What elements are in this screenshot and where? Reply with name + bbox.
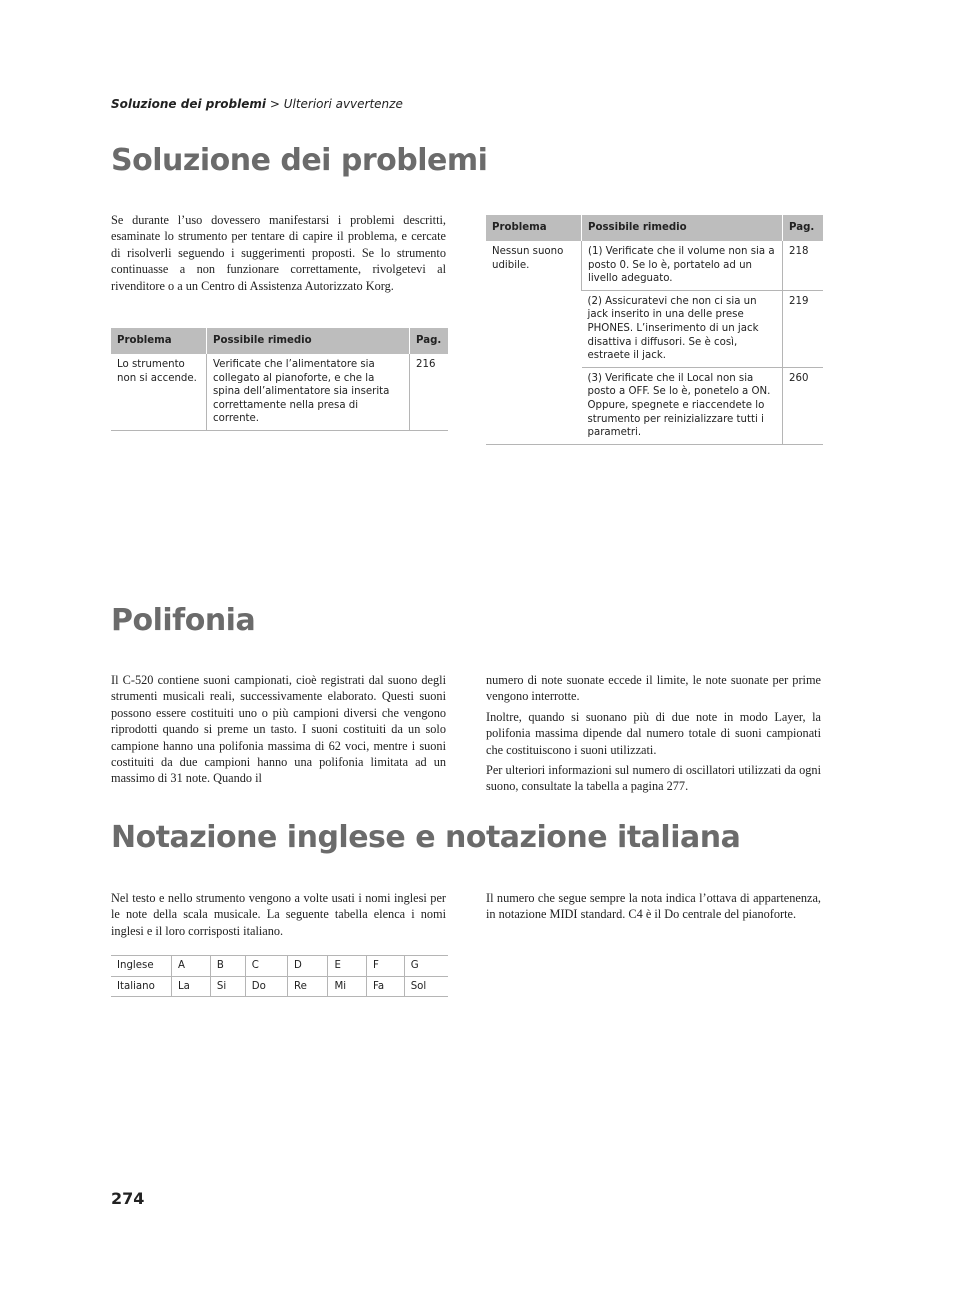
- cell-label: Inglese: [111, 956, 172, 977]
- cell-page: 219: [783, 290, 824, 367]
- polyphony-paragraph-4: Per ulteriori informazioni sul numero di oscillatori utilizzati da ogni suono, consultate la tabella a pagina 277.: [486, 763, 821, 794]
- breadcrumb-subsection[interactable]: Ulteriori avvertenze: [283, 97, 403, 111]
- section-title-troubleshooting: Soluzione dei problemi: [111, 143, 488, 178]
- notation-paragraph-1: Nel testo e nello strumento vengono a volte usati i nomi inglesi per le note della scala musicale. La seguente tabella elenca i nomi inglesi e il loro corrisposti italiano.: [111, 891, 446, 938]
- cell-note: Mi: [328, 976, 366, 997]
- cell-remedy: (3) Verificate che il Local non sia posto a OFF. Se lo è, ponetelo a ON. Oppure, spegnete e riaccendete lo strumento per reinizializzare tutti i parametri.: [582, 367, 783, 444]
- cell-note: E: [328, 956, 366, 977]
- table-header-row: [111, 328, 448, 354]
- cell-note: Fa: [366, 976, 404, 997]
- cell-note: D: [288, 956, 328, 977]
- cell-page: 260: [783, 367, 824, 444]
- cell-note: G: [404, 956, 448, 977]
- table-header-row: [486, 215, 823, 241]
- cell-note: B: [210, 956, 245, 977]
- breadcrumb: [111, 97, 403, 111]
- notes-table: [111, 955, 448, 997]
- header-remedy: Possibile rimedio: [207, 328, 410, 354]
- notation-column-1: [111, 890, 446, 943]
- table-row: [486, 241, 823, 290]
- cell-note: A: [172, 956, 211, 977]
- breadcrumb-section[interactable]: Soluzione dei problemi: [111, 97, 266, 111]
- polyphony-column-2: [486, 672, 821, 799]
- cell-note: Si: [210, 976, 245, 997]
- notation-column-2: [486, 890, 821, 927]
- cell-note: Sol: [404, 976, 448, 997]
- cell-problem: Lo strumento non si accende.: [111, 354, 207, 430]
- breadcrumb-separator: >: [269, 97, 280, 111]
- header-problem: Problema: [486, 215, 582, 241]
- troubleshooting-table-2: [486, 215, 823, 445]
- cell-note: Re: [288, 976, 328, 997]
- cell-page: 216: [410, 354, 449, 430]
- cell-page: 218: [783, 241, 824, 290]
- table-row: [111, 976, 448, 997]
- cell-remedy: (2) Assicuratevi che non ci sia un jack inserito in una delle prese PHONES. L’inserimento di un jack disattiva i diffusori. Se è così, estraete il jack.: [582, 290, 783, 367]
- cell-note: Do: [245, 976, 287, 997]
- notation-paragraph-2: Il numero che segue sempre la nota indica l’ottava di appartenenza, in notazione MIDI standard. C4 è il Do centrale del pianoforte.: [486, 891, 821, 922]
- cell-note: La: [172, 976, 211, 997]
- polyphony-paragraph-3: Inoltre, quando si suonano più di due note in modo Layer, la polifonia massima dipende dal numero totale di suoni campionati che costituiscono i suoni utilizzati.: [486, 709, 821, 757]
- polyphony-paragraph-1: Il C-520 contiene suoni campionati, cioè registrati dal suono degli strumenti musicali reali, successivamente elaborato. Questi suoni possono essere costituiti uno o più campioni diversi che vengono riprodotti quando si preme un tasto. I suoni costituiti da un solo campione hanno una polifonia massima di 62 voci, mentre i suoni costituiti da due campioni hanno una polifonia limitata ad un massimo di 31 note. Quando il: [111, 673, 446, 786]
- troubleshooting-table-1: [111, 328, 448, 431]
- page-number: 274: [111, 1189, 145, 1208]
- polyphony-column-1: [111, 672, 446, 791]
- cell-problem: Nessun suono udibile.: [486, 241, 582, 444]
- table-row: [111, 354, 448, 430]
- intro-paragraph: Se durante l’uso dovessero manifestarsi i problemi descritti, esaminate lo strumento per tentare di capire il problema, e cercate di risolverli seguendo i suggerimenti proposti. Se lo strumento continuasse a non funzionare correttamente, rivolgetevi al rivenditore o a un Centro di Assistenza Autorizzato Korg.: [111, 213, 446, 293]
- table-row: [111, 956, 448, 977]
- section-title-polyphony: Polifonia: [111, 603, 256, 638]
- header-remedy: Possibile rimedio: [582, 215, 783, 241]
- cell-note: C: [245, 956, 287, 977]
- cell-remedy: Verificate che l’alimentatore sia collegato al pianoforte, e che la spina dell’alimentatore sia inserita correttamente nella presa di corrente.: [207, 354, 410, 430]
- cell-note: F: [366, 956, 404, 977]
- header-problem: Problema: [111, 328, 207, 354]
- header-page: Pag.: [410, 328, 449, 354]
- cell-remedy: (1) Verificate che il volume non sia a posto 0. Se lo è, portatelo ad un livello adeguato.: [582, 241, 783, 290]
- troubleshooting-intro: [111, 212, 446, 298]
- header-page: Pag.: [783, 215, 824, 241]
- cell-label: Italiano: [111, 976, 172, 997]
- section-title-notation: Notazione inglese e notazione italiana: [111, 820, 741, 855]
- polyphony-paragraph-2: numero di note suonate eccede il limite, le note suonate per prime vengono interrotte.: [486, 673, 821, 704]
